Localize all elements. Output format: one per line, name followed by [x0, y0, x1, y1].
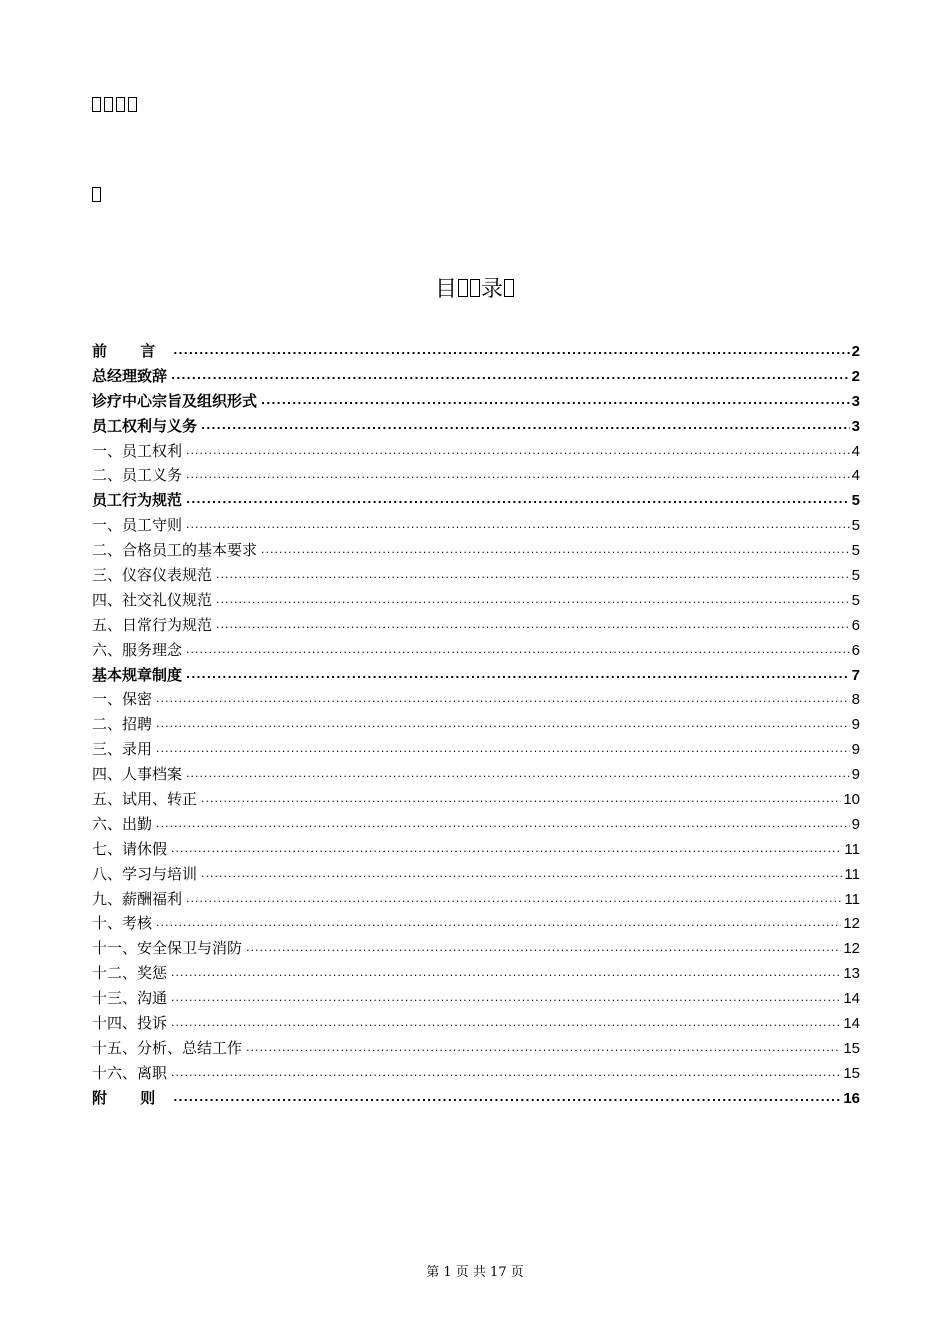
missing-glyph	[116, 97, 125, 112]
toc-dot-leader	[156, 713, 850, 729]
toc-dot-leader	[216, 564, 850, 580]
toc-entry[interactable]	[92, 589, 860, 614]
toc-entry[interactable]	[92, 863, 860, 888]
toc-dot-leader	[201, 863, 842, 879]
toc-dot-leader	[261, 390, 850, 406]
toc-entry-label: 五、试用、转正	[92, 790, 198, 809]
toc-entry-label: 七、请休假	[92, 839, 168, 858]
toc-page-number: 14	[843, 990, 860, 1008]
toc-entry[interactable]	[92, 390, 860, 415]
toc-dot-leader	[186, 639, 850, 655]
toc-entry-label: 基本规章制度	[92, 665, 183, 684]
toc-entry[interactable]	[92, 1087, 860, 1112]
toc-page-number: 15	[843, 1039, 860, 1057]
toc-entry-label: 一、员工守则	[92, 516, 183, 535]
toc-entry-label: 四、人事档案	[92, 765, 183, 784]
toc-dot-leader	[246, 937, 841, 953]
toc-entry[interactable]	[92, 1012, 860, 1037]
toc-entry[interactable]	[92, 489, 860, 514]
toc-dot-leader	[216, 589, 850, 605]
toc-entry-label: 十二、奖惩	[92, 964, 168, 983]
toc-dot-leader	[216, 614, 850, 630]
toc-entry[interactable]	[92, 1037, 860, 1062]
toc-page-number: 15	[843, 1064, 860, 1082]
toc-dot-leader	[186, 888, 842, 904]
toc-entry-label: 六、服务理念	[92, 640, 183, 659]
toc-entry[interactable]	[92, 937, 860, 962]
toc-entry[interactable]	[92, 340, 860, 365]
toc-entry[interactable]	[92, 912, 860, 937]
toc-title-first-char: 目	[434, 277, 457, 302]
toc-page-number: 5	[851, 492, 860, 510]
toc-page-number: 3	[851, 392, 860, 410]
table-of-contents	[92, 340, 860, 1112]
toc-dot-leader	[186, 514, 850, 530]
toc-entry-label: 员工行为规范	[92, 491, 183, 510]
toc-page-number: 13	[843, 965, 860, 983]
toc-entry-label: 十四、投诉	[92, 1014, 168, 1033]
toc-page-number: 6	[851, 616, 860, 634]
toc-page-number: 4	[851, 467, 860, 485]
toc-entry-label: 十六、离职	[92, 1063, 168, 1082]
toc-page-number: 9	[851, 716, 860, 734]
toc-page-number: 11	[844, 865, 860, 883]
toc-page-number: 5	[851, 567, 860, 585]
toc-entry[interactable]	[92, 464, 860, 489]
toc-title-last-char: 录	[481, 277, 504, 302]
toc-dot-leader	[186, 763, 850, 779]
toc-dot-leader	[261, 539, 850, 555]
toc-entry-label: 一、保密	[92, 690, 153, 709]
toc-page-number: 14	[843, 1015, 860, 1033]
toc-page-number: 9	[851, 815, 860, 833]
missing-glyph-row-top	[92, 97, 137, 112]
toc-entry-label: 前 言	[92, 342, 170, 360]
toc-entry[interactable]	[92, 1062, 860, 1087]
toc-entry-label: 十一、安全保卫与消防	[92, 939, 243, 958]
toc-dot-leader	[171, 365, 850, 381]
toc-entry[interactable]	[92, 987, 860, 1012]
missing-glyph	[92, 97, 101, 112]
toc-entry-label: 九、薪酬福利	[92, 889, 183, 908]
toc-page-number: 6	[851, 641, 860, 659]
toc-entry-label: 二、合格员工的基本要求	[92, 541, 258, 560]
toc-entry[interactable]	[92, 440, 860, 465]
toc-dot-leader	[171, 1012, 841, 1028]
missing-glyph	[92, 187, 101, 202]
toc-page-number: 7	[851, 666, 860, 684]
toc-dot-leader	[186, 489, 850, 505]
missing-glyph	[470, 279, 480, 297]
toc-entry[interactable]	[92, 639, 860, 664]
toc-entry-label: 附 则	[92, 1088, 170, 1107]
toc-title	[0, 272, 950, 303]
toc-entry[interactable]	[92, 838, 860, 863]
toc-page-number: 9	[851, 741, 860, 759]
toc-dot-leader	[171, 962, 841, 978]
toc-dot-leader	[156, 688, 850, 704]
toc-dot-leader	[171, 1062, 841, 1078]
toc-entry-label: 六、出勤	[92, 814, 153, 833]
toc-dot-leader	[201, 415, 850, 431]
toc-entry[interactable]	[92, 514, 860, 539]
toc-entry-label: 三、录用	[92, 740, 153, 759]
toc-dot-leader	[171, 987, 841, 1003]
toc-page-number: 2	[851, 367, 860, 385]
toc-page-number: 3	[851, 417, 860, 435]
toc-page-number: 5	[851, 517, 860, 535]
toc-dot-leader	[186, 440, 850, 456]
toc-entry[interactable]	[92, 365, 860, 390]
toc-page-number: 11	[844, 840, 860, 858]
toc-entry-label: 八、学习与培训	[92, 864, 198, 883]
toc-entry-label: 十五、分析、总结工作	[92, 1038, 243, 1057]
toc-entry[interactable]	[92, 713, 860, 738]
toc-entry[interactable]	[92, 564, 860, 589]
missing-glyph	[128, 97, 137, 112]
toc-dot-leader	[156, 738, 850, 754]
toc-dot-leader	[156, 813, 850, 829]
page-footer: 第 1 页 共 17 页	[426, 1265, 524, 1280]
toc-page-number: 9	[851, 766, 860, 784]
toc-entry-label: 总经理致辞	[92, 366, 168, 385]
toc-entry-label: 五、日常行为规范	[92, 615, 213, 634]
toc-entry-label: 十三、沟通	[92, 989, 168, 1008]
missing-glyph	[504, 279, 514, 297]
toc-entry-label: 四、社交礼仪规范	[92, 590, 213, 609]
toc-entry[interactable]	[92, 763, 860, 788]
missing-glyph-row-second	[92, 187, 101, 202]
toc-page-number: 16	[843, 1089, 860, 1107]
toc-entry[interactable]	[92, 962, 860, 987]
toc-entry-label: 一、员工权利	[92, 441, 183, 460]
toc-entry[interactable]	[92, 688, 860, 713]
toc-entry-label: 十、考核	[92, 914, 153, 933]
toc-dot-leader	[156, 912, 841, 928]
toc-dot-leader	[246, 1037, 841, 1053]
toc-page-number: 8	[851, 691, 860, 709]
toc-entry[interactable]	[92, 664, 860, 689]
toc-entry[interactable]	[92, 813, 860, 838]
toc-entry-label: 员工权利与义务	[92, 416, 198, 435]
toc-dot-leader	[201, 788, 841, 804]
toc-entry[interactable]	[92, 738, 860, 763]
toc-page-number: 2	[851, 343, 860, 360]
toc-entry[interactable]	[92, 415, 860, 440]
missing-glyph	[104, 97, 113, 112]
toc-page-number: 4	[851, 442, 860, 460]
toc-page-number: 12	[843, 940, 860, 958]
toc-page-number: 5	[851, 591, 860, 609]
toc-page-number: 12	[843, 915, 860, 933]
toc-page-number: 10	[843, 791, 860, 809]
toc-entry[interactable]	[92, 539, 860, 564]
toc-page-number: 5	[851, 542, 860, 560]
toc-dot-leader	[173, 1087, 841, 1103]
toc-dot-leader	[186, 664, 850, 680]
toc-entry[interactable]	[92, 888, 860, 913]
toc-dot-leader	[173, 340, 849, 356]
toc-dot-leader	[186, 464, 850, 480]
toc-entry-label: 二、员工义务	[92, 466, 183, 485]
missing-glyph	[458, 279, 468, 297]
toc-entry-label: 三、仪容仪表规范	[92, 566, 213, 585]
toc-entry-label: 二、招聘	[92, 715, 153, 734]
toc-page-number: 11	[844, 890, 860, 908]
toc-entry-label: 诊疗中心宗旨及组织形式	[92, 391, 258, 410]
toc-entry[interactable]	[92, 788, 860, 813]
toc-dot-leader	[171, 838, 842, 854]
toc-entry[interactable]	[92, 614, 860, 639]
